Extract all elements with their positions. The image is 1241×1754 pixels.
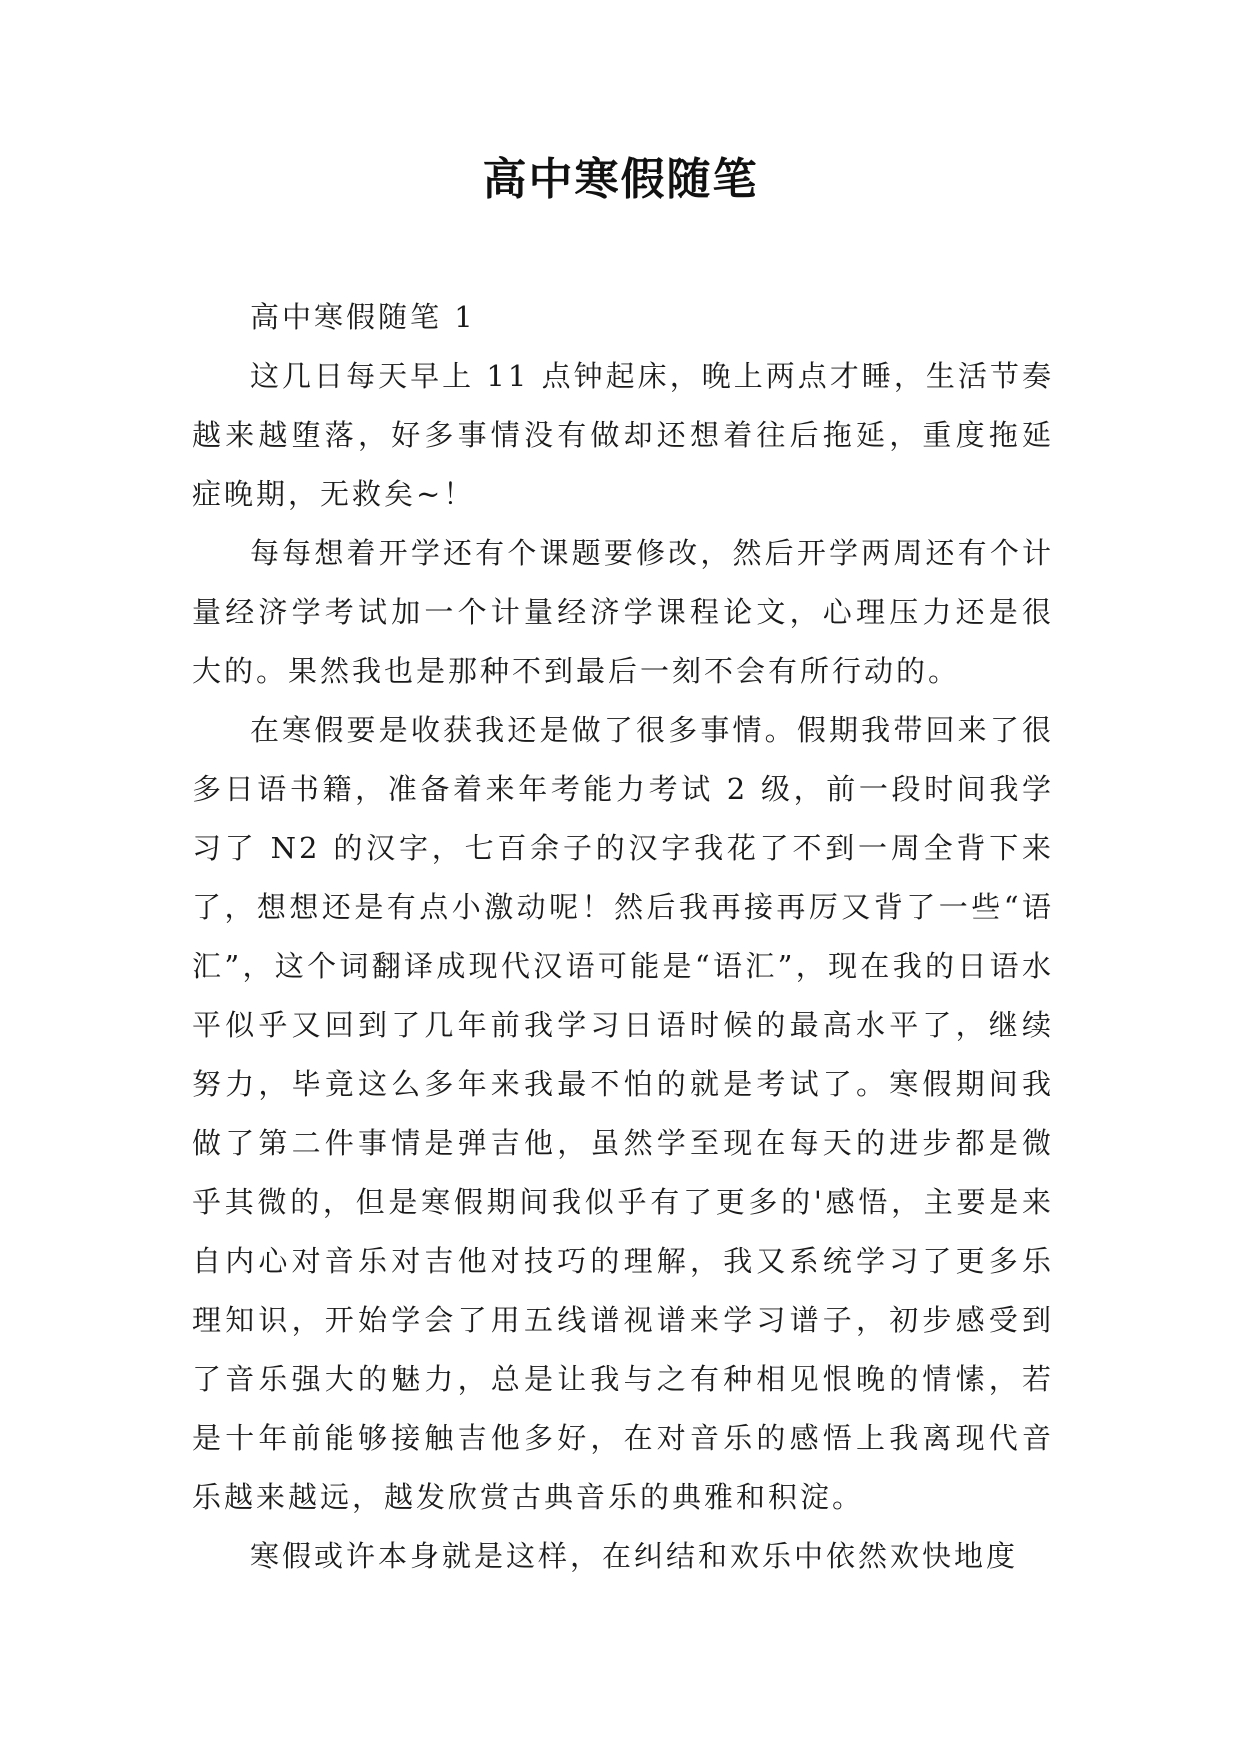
document-body (192, 288, 1054, 1586)
document-title: 高中寒假随笔 (482, 154, 759, 205)
paragraph-4: 寒假或许本身就是这样，在纠结和欢乐中依然欢快地度 (250, 1539, 1019, 1573)
paragraph-3: 在寒假要是收获我还是做了很多事情。假期我带回来了很多日语书籍，准备着来年考能力考试 2 级，前一段时间我学习了 N2 的汉字，七百余子的汉字我花了不到一周全背下来了，想想还是有点小激动呢！然后我再接再厉又背了一些“语汇”，这个词翻译成现代汉语可能是“语汇”，现在我的日语水平似乎又回到了几年前我学习日语时候的最高水平了，继续努力，毕竟这么多年来我最不怕的就是考试了。寒假期间我做了第二件事情是弹吉他，虽然学至现在每天的进步都是微乎其微的，但是寒假期间我似乎有了更多的'感悟，主要是来自内心对音乐对吉他对技巧的理解，我又系统学习了更多乐理知识，开始学会了用五线谱视谱来学习谱子，初步感受到了音乐强大的魅力，总是让我与之有种相见恨晚的情愫，若是十年前能够接触吉他多好，在对音乐的感悟上我离现代音乐越来越远，越发欣赏古典音乐的典雅和积淀。 (192, 713, 1054, 1514)
paragraph-1: 这几日每天早上 11 点钟起床，晚上两点才睡，生活节奏越来越堕落，好多事情没有做却还想着往后拖延，重度拖延症晚期，无救矣~！ (192, 359, 1054, 511)
section-heading: 高中寒假随笔 1 (250, 300, 476, 334)
paragraph-2: 每每想着开学还有个课题要修改，然后开学两周还有个计量经济学考试加一个计量经济学课程论文，心理压力还是很大的。果然我也是那种不到最后一刻不会有所行动的。 (192, 536, 1054, 688)
